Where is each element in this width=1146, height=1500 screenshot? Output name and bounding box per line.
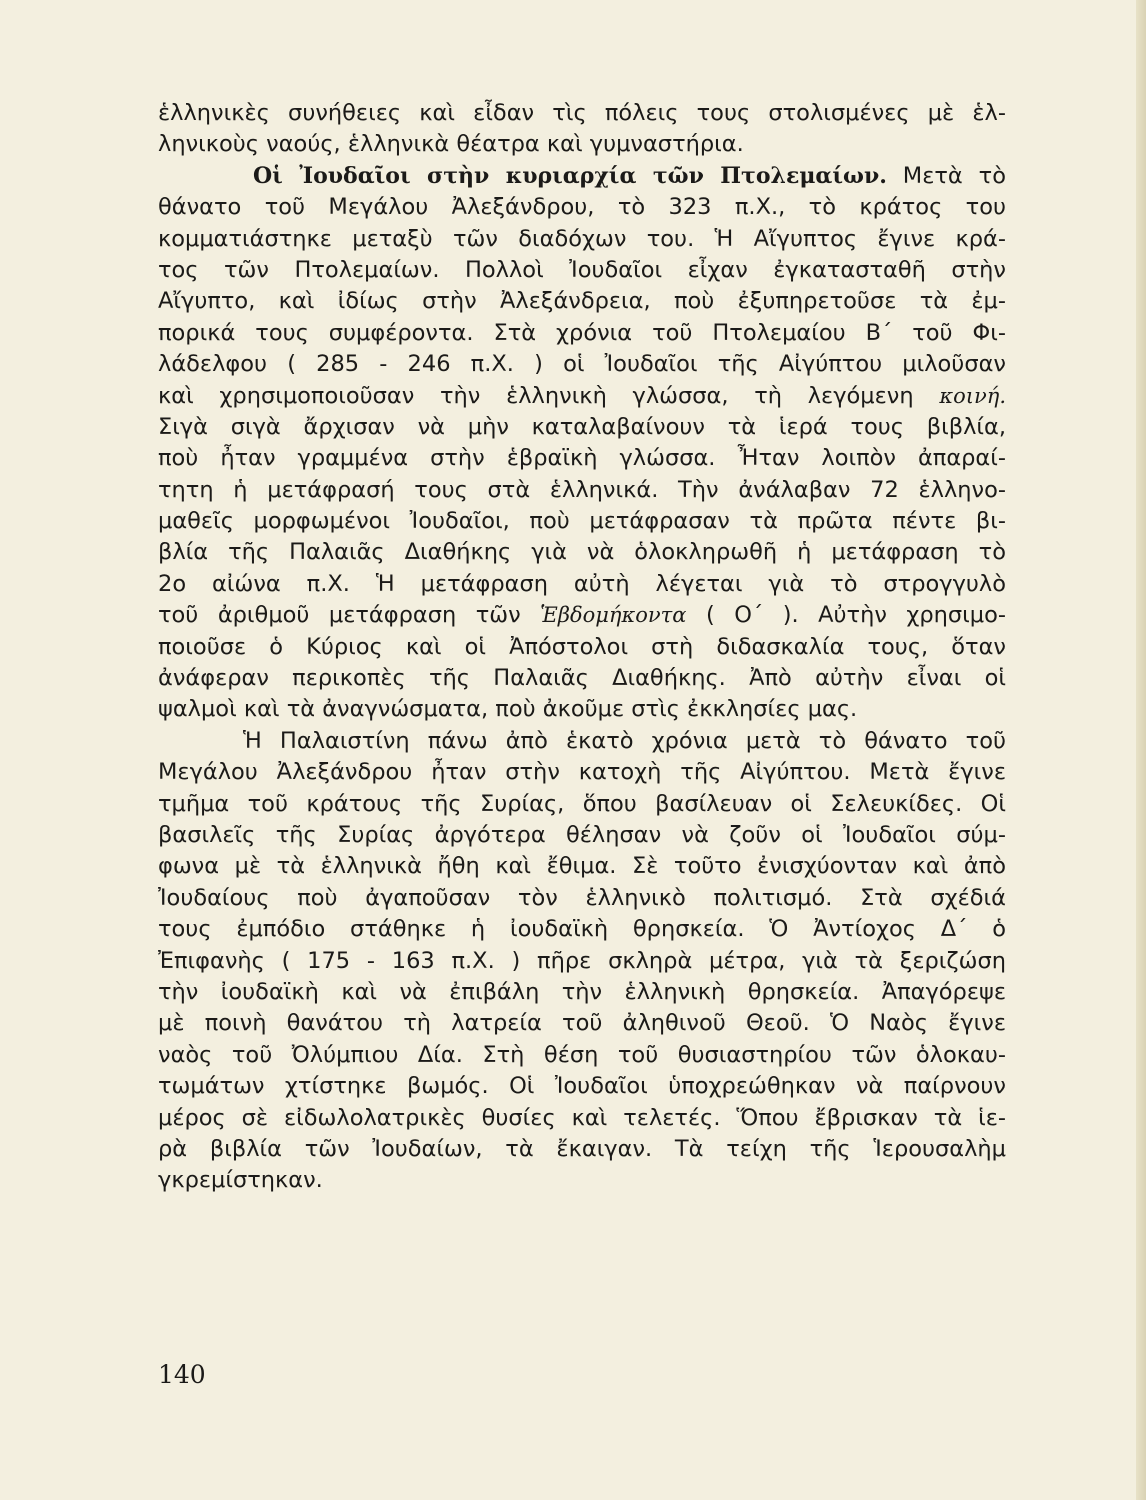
- line-text: λάδελφου ( 285 - 246 π.Χ. ) οἱ Ἰουδαῖοι τῆς Αἰγύπτου μιλοῦσαν: [158, 351, 1006, 378]
- text-line: [158, 286, 1006, 317]
- text-line: [158, 1008, 1006, 1039]
- line-text: φωνα μὲ τὰ ἑλληνικὰ ἤθη καὶ ἔθιμα. Σὲ τοῦτο ἐνισχύονταν καὶ ἀπὸ: [158, 853, 1006, 880]
- text-line: [158, 318, 1006, 349]
- text-line: [158, 506, 1006, 537]
- text-line: [158, 381, 1006, 412]
- line-text: καὶ χρησιμοποιοῦσαν τὴν ἑλληνικὴ γλώσσα, τὴ λεγόμενη: [158, 382, 940, 409]
- page-edge: [1136, 0, 1146, 1500]
- line-text: τους ἐμπόδιο στάθηκε ἡ ἰουδαϊκὴ θρησκεία. Ὁ Ἀντίοχος Δ΄ ὁ: [158, 916, 1006, 943]
- line-text: 2ο αἰώνα π.Χ. Ἡ μετάφραση αὐτὴ λέγεται γιὰ τὸ στρογγυλὸ: [158, 570, 1006, 597]
- text-line: [158, 192, 1006, 223]
- text-line: [158, 161, 1006, 192]
- line-text: πορικά τους συμφέροντα. Στὰ χρόνια τοῦ Πτολεμαίου Β΄ τοῦ Φι-: [158, 319, 1006, 346]
- text-line: [158, 537, 1006, 568]
- text-line: [158, 569, 1006, 600]
- text-line: [158, 129, 1006, 160]
- line-text: τοῦ ἀριθμοῦ μετάφραση τῶν: [158, 602, 541, 629]
- line-text: Αἴγυπτο, καὶ ἰδίως στὴν Ἀλεξάνδρεια, ποὺ ἐξυπηρετοῦσε τὰ ἐμ-: [158, 288, 1006, 315]
- line-text: μὲ ποινὴ θανάτου τὴ λατρεία τοῦ ἀληθινοῦ Θεοῦ. Ὁ Ναὸς ἔγινε: [158, 1010, 1006, 1037]
- text-line: [158, 1165, 1006, 1196]
- text-line: [158, 914, 1006, 945]
- text-line: [158, 946, 1006, 977]
- line-text: Μεγάλου Ἀλεξάνδρου ἦταν στὴν κατοχὴ τῆς Αἰγύπτου. Μετὰ ἔγινε: [158, 759, 1006, 786]
- text-line: [158, 820, 1006, 851]
- text-line: [158, 757, 1006, 788]
- text-line: [158, 883, 1006, 914]
- line-text: ἑλληνικὲς συνήθειες καὶ εἶδαν τὶς πόλεις τους στολισμένες μὲ ἑλ-: [158, 100, 1006, 126]
- text-line: [158, 726, 1006, 757]
- text-line: [158, 977, 1006, 1008]
- text-line: [158, 694, 1006, 725]
- text-line: [158, 224, 1006, 255]
- line-text: τωμάτων χτίστηκε βωμός. Οἱ Ἰουδαῖοι ὑποχρεώθηκαν νὰ παίρνουν: [158, 1073, 1006, 1100]
- line-text: γκρεμίστηκαν.: [158, 1167, 323, 1194]
- line-text: Σιγὰ σιγὰ ἄρχισαν νὰ μὴν καταλαβαίνουν τὰ ἱερά τους βιβλία,: [158, 413, 1006, 440]
- body-text: [158, 98, 1006, 1197]
- line-text: κομματιάστηκε μεταξὺ τῶν διαδόχων του. Ἡ Αἴγυπτος ἔγινε κρά-: [158, 225, 1006, 252]
- italic-term: Ἑβδομήκοντα: [540, 603, 687, 628]
- text-line: [158, 475, 1006, 506]
- text-line: [158, 851, 1006, 882]
- line-text: ρὰ βιβλία τῶν Ἰουδαίων, τὰ ἔκαιγαν. Τὰ τείχη τῆς Ἱερουσαλὴμ: [158, 1135, 1006, 1162]
- text-line: [158, 412, 1006, 443]
- line-text: τμῆμα τοῦ κράτους τῆς Συρίας, ὅπου βασίλευαν οἱ Σελευκίδες. Οἱ: [158, 790, 1006, 817]
- text-line: [158, 1134, 1006, 1165]
- line-text: Ἐπιφανὴς ( 175 - 163 π.Χ. ) πῆρε σκληρὰ μέτρα, γιὰ τὰ ξεριζώση: [158, 947, 1006, 974]
- page-number: 140: [158, 1360, 206, 1389]
- text-line: [158, 255, 1006, 286]
- line-text: Μετὰ τὸ: [886, 162, 1006, 189]
- text-line: [158, 600, 1006, 631]
- text-line: [158, 1040, 1006, 1071]
- line-text: βλία τῆς Παλαιᾶς Διαθήκης γιὰ νὰ ὁλοκληρωθῆ ἡ μετάφραση τὸ: [158, 539, 1006, 566]
- line-text: μαθεῖς μορφωμένοι Ἰουδαῖοι, ποὺ μετάφρασαν τὰ πρῶτα πέντε βι-: [158, 508, 1006, 535]
- line-text: τος τῶν Πτολεμαίων. Πολλοὶ Ἰουδαῖοι εἶχαν ἐγκατασταθῆ στὴν: [158, 256, 1006, 283]
- text-line: [158, 789, 1006, 820]
- line-text: θάνατο τοῦ Μεγάλου Ἀλεξάνδρου, τὸ 323 π.Χ., τὸ κράτος του: [158, 194, 1006, 221]
- line-text: τητη ἡ μετάφρασή τους στὰ ἑλληνικά. Τὴν ἀνάλαβαν 72 ἑλληνο-: [158, 476, 1006, 503]
- text-line: [158, 98, 1006, 129]
- line-text: ψαλμοὶ καὶ τὰ ἀναγνώσματα, ποὺ ἀκοῦμε στὶς ἐκκλησίες μας.: [158, 696, 858, 723]
- text-line: [158, 443, 1006, 474]
- line-text: ληνικοὺς ναούς, ἑλληνικὰ θέατρα καὶ γυμναστήρια.: [158, 131, 744, 158]
- line-text: μέρος σὲ εἰδωλολατρικὲς θυσίες καὶ τελετές. Ὅπου ἔβρισκαν τὰ ἱε-: [158, 1104, 1006, 1131]
- italic-term: κοινή.: [939, 383, 1006, 408]
- line-text: ποὺ ἦταν γραμμένα στὴν ἑβραϊκὴ γλώσσα. Ἦταν λοιπὸν ἀπαραί-: [158, 445, 1006, 472]
- text-line: [158, 663, 1006, 694]
- text-line: [158, 1071, 1006, 1102]
- line-text: ἀνάφεραν περικοπὲς τῆς Παλαιᾶς Διαθήκης. Ἀπὸ αὐτὴν εἶναι οἱ: [158, 665, 1006, 692]
- line-text: Ἰουδαίους ποὺ ἀγαποῦσαν τὸν ἑλληνικὸ πολιτισμό. Στὰ σχέδιά: [158, 884, 1006, 911]
- text-line: [158, 632, 1006, 663]
- line-text: τὴν ἰουδαϊκὴ καὶ νὰ ἐπιβάλη τὴν ἑλληνικὴ θρησκεία. Ἀπαγόρεψε: [158, 978, 1006, 1005]
- text-line: [158, 1103, 1006, 1134]
- line-text: Ἡ Παλαιστίνη πάνω ἀπὸ ἑκατὸ χρόνια μετὰ τὸ θάνατο τοῦ: [243, 727, 1006, 754]
- line-text: ποιοῦσε ὁ Κύριος καὶ οἱ Ἀπόστολοι στὴ διδασκαλία τους, ὅταν: [158, 633, 1006, 660]
- line-text: βασιλεῖς τῆς Συρίας ἀργότερα θέλησαν νὰ ζοῦν οἱ Ἰουδαῖοι σύμ-: [158, 821, 1006, 848]
- line-text: ναὸς τοῦ Ὀλύμπιου Δία. Στὴ θέση τοῦ θυσιαστηρίου τῶν ὁλοκαυ-: [158, 1041, 1006, 1068]
- text-line: [158, 349, 1006, 380]
- section-heading: Οἱ Ἰουδαῖοι στὴν κυριαρχία τῶν Πτολεμαίων.: [253, 162, 887, 189]
- line-text-tail: ( Ο΄ ). Αὐτὴν χρησιμο-: [686, 602, 1006, 629]
